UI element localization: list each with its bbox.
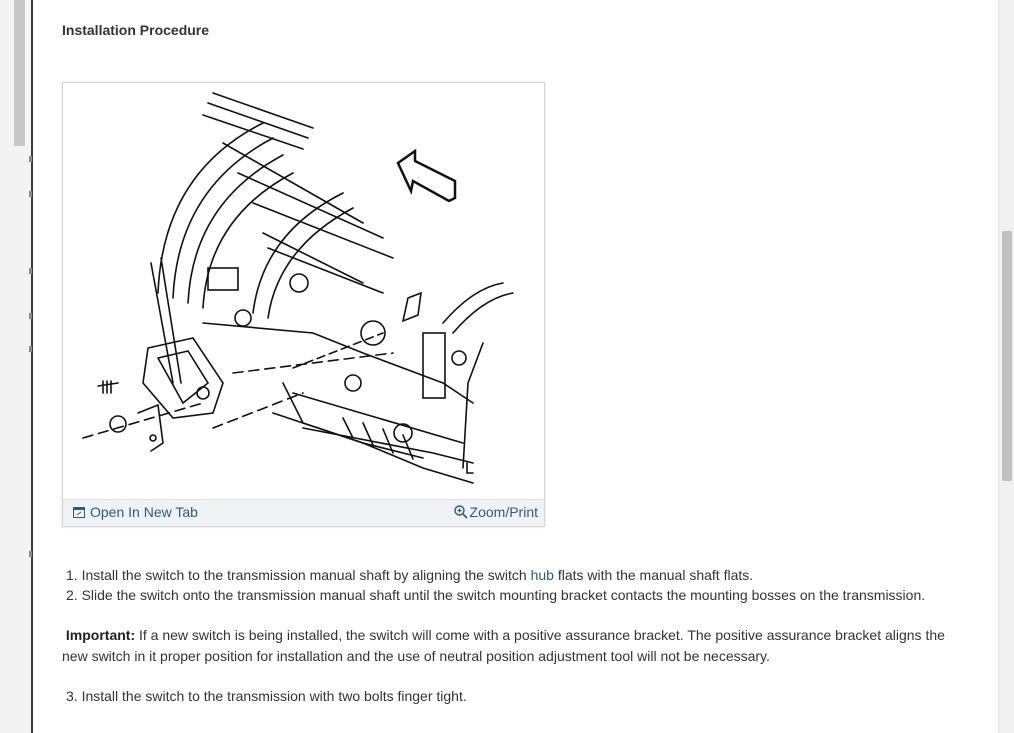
figure-toolbar <box>63 499 544 526</box>
gutter-marker <box>29 313 32 319</box>
important-note <box>62 625 967 667</box>
step-text: Install the switch to the transmission manual shaft by aligning the switch <box>81 567 531 583</box>
gutter-marker <box>29 551 32 557</box>
open-in-new-tab-label: Open In New Tab <box>90 504 198 520</box>
figure-container <box>62 82 545 527</box>
important-label: Important: <box>65 627 136 643</box>
step-text: Install the switch to the transmission with two bolts finger tight. <box>81 688 467 704</box>
important-text: If a new switch is being installed, the switch will come with a positive assurance bracket. The positive assurance bracket aligns the new switch in it proper position for installation and the use of neutral position adjustment tool will not be necessary. <box>62 627 945 664</box>
step-text: flats with the manual shaft flats. <box>553 567 754 583</box>
step-number: 1. <box>66 567 78 583</box>
left-panel-scrollbar[interactable] <box>14 0 25 146</box>
open-in-new-tab-link[interactable] <box>73 504 198 520</box>
zoom-print-link[interactable] <box>454 504 538 520</box>
gutter-marker <box>29 191 32 197</box>
hub-glossary-link[interactable]: hub <box>530 567 554 583</box>
section-title: Installation Procedure <box>62 22 210 38</box>
gutter-marker <box>29 268 32 274</box>
open-new-tab-icon <box>73 507 85 518</box>
content-left-border <box>31 0 33 733</box>
step-3 <box>66 688 467 704</box>
gutter-marker <box>29 156 32 162</box>
step-number: 3. <box>66 688 78 704</box>
step-text: Slide the switch onto the transmission manual shaft until the switch mounting bracket contacts the mounting bosses on the transmission. <box>81 587 926 603</box>
zoom-print-label: Zoom/Print <box>469 504 538 520</box>
page-scrollbar-thumb[interactable] <box>1002 231 1012 481</box>
zoom-magnifier-icon <box>454 505 468 519</box>
step-2 <box>66 587 925 603</box>
step-1 <box>66 567 753 583</box>
gutter-marker <box>29 346 32 352</box>
step-number: 2. <box>66 587 78 603</box>
transmission-switch-diagram <box>63 83 544 499</box>
